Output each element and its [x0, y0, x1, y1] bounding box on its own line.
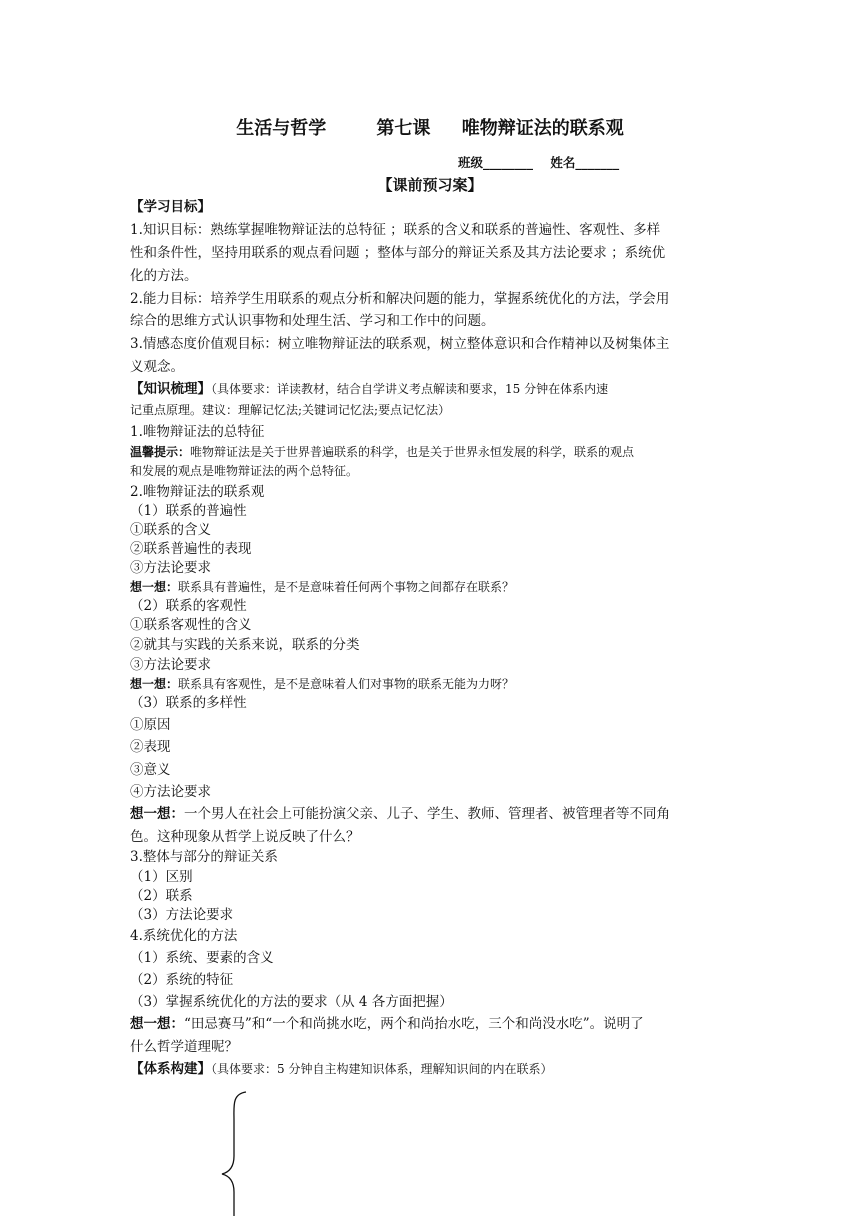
- think-3-text-b: 色。这种现象从哲学上说反映了什么？: [130, 829, 360, 845]
- curly-brace-icon: [220, 1090, 250, 1216]
- section-2-3-a: ①原因: [130, 717, 171, 733]
- section-2-1: （1）联系的普遍性: [130, 503, 247, 519]
- section-2-2-c: ③方法论要求: [130, 657, 211, 673]
- knowledge-requirement-b: 记重点原理。建议：理解记忆法;关键词记忆法;要点记忆法）: [130, 403, 451, 417]
- section-3-3: （3）方法论要求: [130, 907, 234, 923]
- goal-ability-line2: 综合的思维方式认识事物和处理生活、学习和工作中的问题。: [130, 313, 495, 329]
- goal-knowledge-line2: 性和条件性，坚持用联系的观点看问题 ；整体与部分的辩证关系及其方法论要求 ；系统优: [130, 245, 666, 261]
- section-2-3-c: ③意义: [130, 762, 171, 778]
- section-2-3-b: ②表现: [130, 739, 171, 755]
- tip-text-b: 和发展的观点是唯物辩证法的两个总特征。: [130, 464, 359, 478]
- section-2-1-a: ①联系的含义: [130, 522, 211, 538]
- knowledge-requirement-a: （具体要求：详读教材，结合自学讲义考点解读和要求，15 分钟在体系内速: [211, 382, 609, 396]
- section-4-2: （2）系统的特征: [130, 972, 234, 988]
- section-1: 1.唯物辩证法的总特征: [130, 424, 265, 440]
- section-2-2-a: ①联系客观性的含义: [130, 617, 252, 633]
- think-label: 想一想：: [130, 580, 179, 594]
- goals-heading: 【学习目标】: [130, 199, 211, 215]
- think-4-line1: [130, 1013, 735, 1035]
- class-name-fields: 班级________ 姓名_______: [458, 155, 620, 170]
- think-4-text-b: 什么哲学道理呢？: [130, 1039, 238, 1055]
- section-2-1-b: ②联系普遍性的表现: [130, 541, 252, 557]
- document-title: 生活与哲学 第七课 唯物辩证法的联系观: [236, 118, 624, 139]
- goal-knowledge-line3: 化的方法。: [130, 268, 198, 284]
- think-4-text-a: “田忌赛马”和“一个和尚挑水吃，两个和尚抬水吃，三个和尚没水吃”。说明了: [184, 1016, 644, 1032]
- section-4: 4.系统优化的方法: [130, 928, 238, 944]
- think-1-text: 联系具有普遍性，是不是意味着任何两个事物之间都存在联系？: [178, 580, 515, 594]
- system-requirement: （具体要求：5 分钟自主构建知识体系，理解知识间的内在联系）: [211, 1062, 553, 1076]
- think-3-line1: [130, 803, 735, 825]
- section-2-1-c: ③方法论要求: [130, 560, 211, 576]
- knowledge-heading-line: [130, 378, 735, 400]
- section-4-3: （3）掌握系统优化的方法的要求（从 4 各方面把握）: [130, 994, 453, 1010]
- goal-ability-line1: 2.能力目标：培养学生用联系的观点分析和解决问题的能力，掌握系统优化的方法，学会用: [130, 291, 670, 307]
- goal-knowledge-line1: 1.知识目标：熟练掌握唯物辩证法的总特征 ；联系的含义和联系的普遍性、客观性、多样: [130, 222, 661, 238]
- section-2-3-d: ④方法论要求: [130, 784, 211, 800]
- think-label: 想一想：: [130, 806, 184, 822]
- section-2-2: （2）联系的客观性: [130, 598, 247, 614]
- system-heading-line: [130, 1058, 735, 1080]
- section-2-2-b: ②就其与实践的关系来说，联系的分类: [130, 637, 360, 653]
- goal-attitude-line2: 义观念。: [130, 359, 184, 375]
- section-3-1: （1）区别: [130, 869, 193, 885]
- think-label: 想一想：: [130, 677, 179, 691]
- think-label: 想一想：: [130, 1016, 184, 1032]
- tip-text-a: 唯物辩证法是关于世界普遍联系的科学，也是关于世界永恒发展的科学，联系的观点: [190, 445, 635, 459]
- think-3-text-a: 一个男人在社会上可能扮演父亲、儿子、学生、教师、管理者、被管理者等不同角: [184, 806, 670, 822]
- section-3: 3.整体与部分的辩证关系: [130, 849, 278, 865]
- think-2-text: 联系具有客观性，是不是意味着人们对事物的联系无能为力呀？: [178, 677, 515, 691]
- knowledge-heading: 【知识梳理】: [130, 381, 211, 397]
- section-4-1: （1）系统、要素的含义: [130, 950, 274, 966]
- system-heading: 【体系构建】: [130, 1061, 211, 1077]
- goal-attitude-line1: 3.情感态度价值观目标：树立唯物辩证法的联系观，树立整体意识和合作精神以及树集体主: [130, 336, 670, 352]
- section-2-3: （3）联系的多样性: [130, 695, 247, 711]
- tip-label: 温馨提示：: [130, 445, 191, 459]
- section-2: 2.唯物辩证法的联系观: [130, 484, 265, 500]
- section-3-2: （2）联系: [130, 888, 193, 904]
- section-preview-heading: 【课前预习案】: [377, 176, 483, 194]
